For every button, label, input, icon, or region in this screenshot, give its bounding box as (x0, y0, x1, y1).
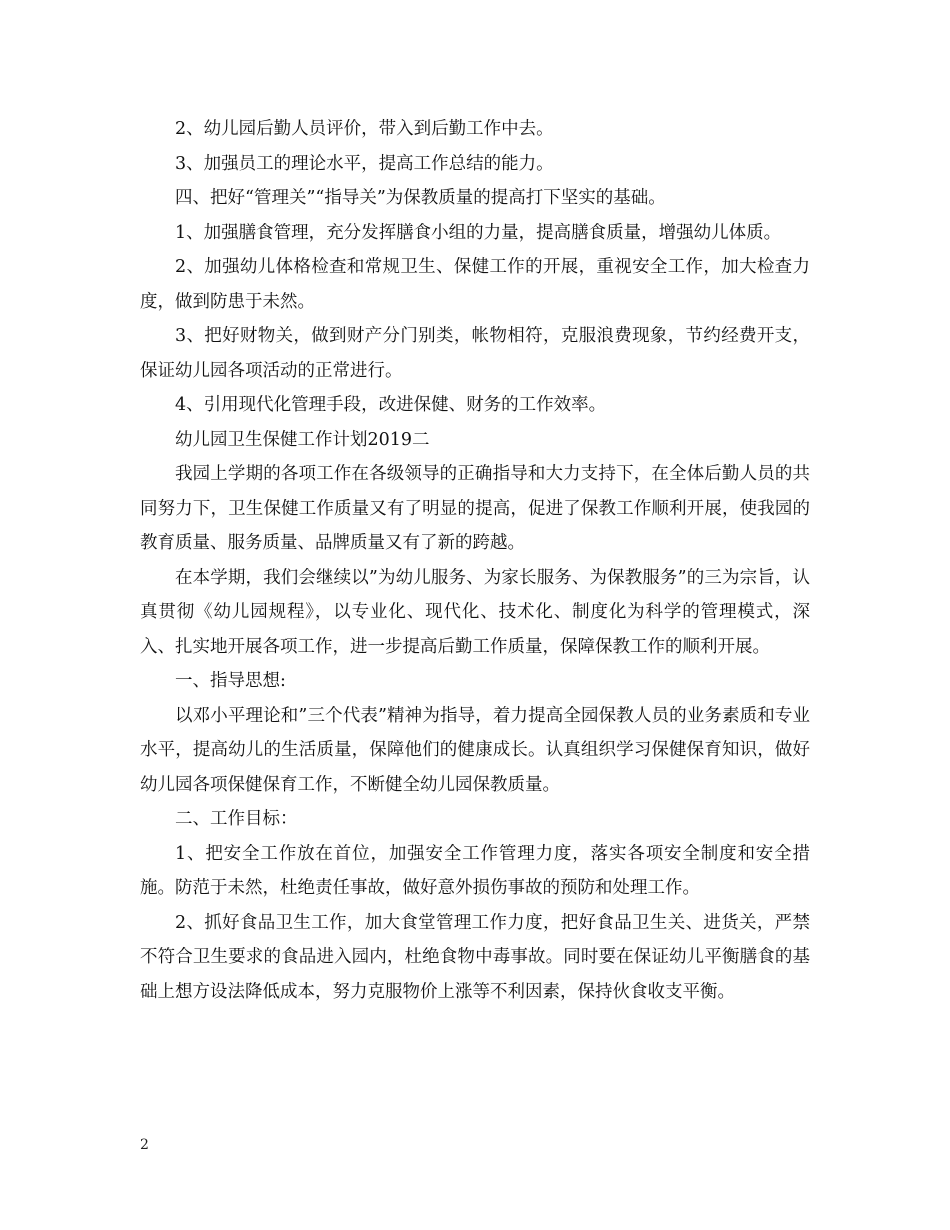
section-heading-four: 四、把好“管理关”“指导关”为保教质量的提高打下坚实的基础。 (175, 188, 666, 208)
paragraph-last-semester: 我园上学期的各项工作在各级领导的正确指导和大力支持下，在全体后勤人员的共同努力下，卫生保健工作质量又有了明显的提高，促进了保教工作顺利开展，使我园的教育质量、服务质量、品牌质量又有了新的跨越。 (140, 464, 810, 553)
paragraph-modern-management: 4、引用现代化管理手段，改进保健、财务的工作效率。 (175, 395, 607, 415)
document-subtitle: 幼儿园卫生保健工作计划2019二 (175, 429, 430, 450)
paragraph-theory-level: 3、加强员工的理论水平，提高工作总结的能力。 (175, 153, 554, 174)
paragraph-finance: 3、把好财物关，做到财产分门别类，帐物相符，克服浪费现象，节约经费开支，保证幼儿园各项活动的正常进行。 (140, 326, 810, 381)
paragraph-safety-goal: 1、把安全工作放在首位，加强安全工作管理力度，落实各项安全制度和安全措施。防范于未然，杜绝责任事故，做好意外损伤事故的预防和处理工作。 (140, 843, 810, 898)
paragraph-this-semester: 在本学期，我们会继续以”为幼儿服务、为家长服务、为保教服务”的三为宗旨，认真贯彻《幼儿园规程》，以专业化、现代化、技术化、制度化为科学的管理模式，深入、扎实地开展各项工作，进一步提高后勤工作质量，保障保教工作的顺利开展。 (140, 567, 810, 657)
paragraph-evaluation: 2、幼儿园后勤人员评价，带入到后勤工作中去。 (175, 119, 554, 139)
section-heading-work-goals: 二、工作目标： (175, 809, 298, 829)
document-body (140, 112, 810, 1009)
section-heading-guiding-thought: 一、指导思想: (175, 671, 286, 691)
paragraph-food-hygiene-goal: 2、抓好食品卫生工作，加大食堂管理工作力度，把好食品卫生关、进货关，严禁不符合卫生要求的食品进入园内，杜绝食物中毒事故。同时要在保证幼儿平衡膳食的基础上想方设法降低成本，努力克服物价上涨等不利因素，保持伙食收支平衡。 (140, 912, 810, 1002)
page-number: 2 (140, 1137, 149, 1153)
paragraph-physical-exam: 2、加强幼儿体格检查和常规卫生、保健工作的开展，重视安全工作，加大检查力度，做到防患于未然。 (140, 257, 810, 312)
paragraph-diet-management: 1、加强膳食管理，充分发挥膳食小组的力量，提高膳食质量，增强幼儿体质。 (175, 222, 782, 243)
paragraph-guiding-thought: 以邓小平理论和”三个代表”精神为指导，着力提高全园保教人员的业务素质和专业水平，提高幼儿的生活质量，保障他们的健康成长。认真组织学习保健保育知识，做好幼儿园各项保健保育工作，不断健全幼儿园保教质量。 (140, 705, 810, 795)
